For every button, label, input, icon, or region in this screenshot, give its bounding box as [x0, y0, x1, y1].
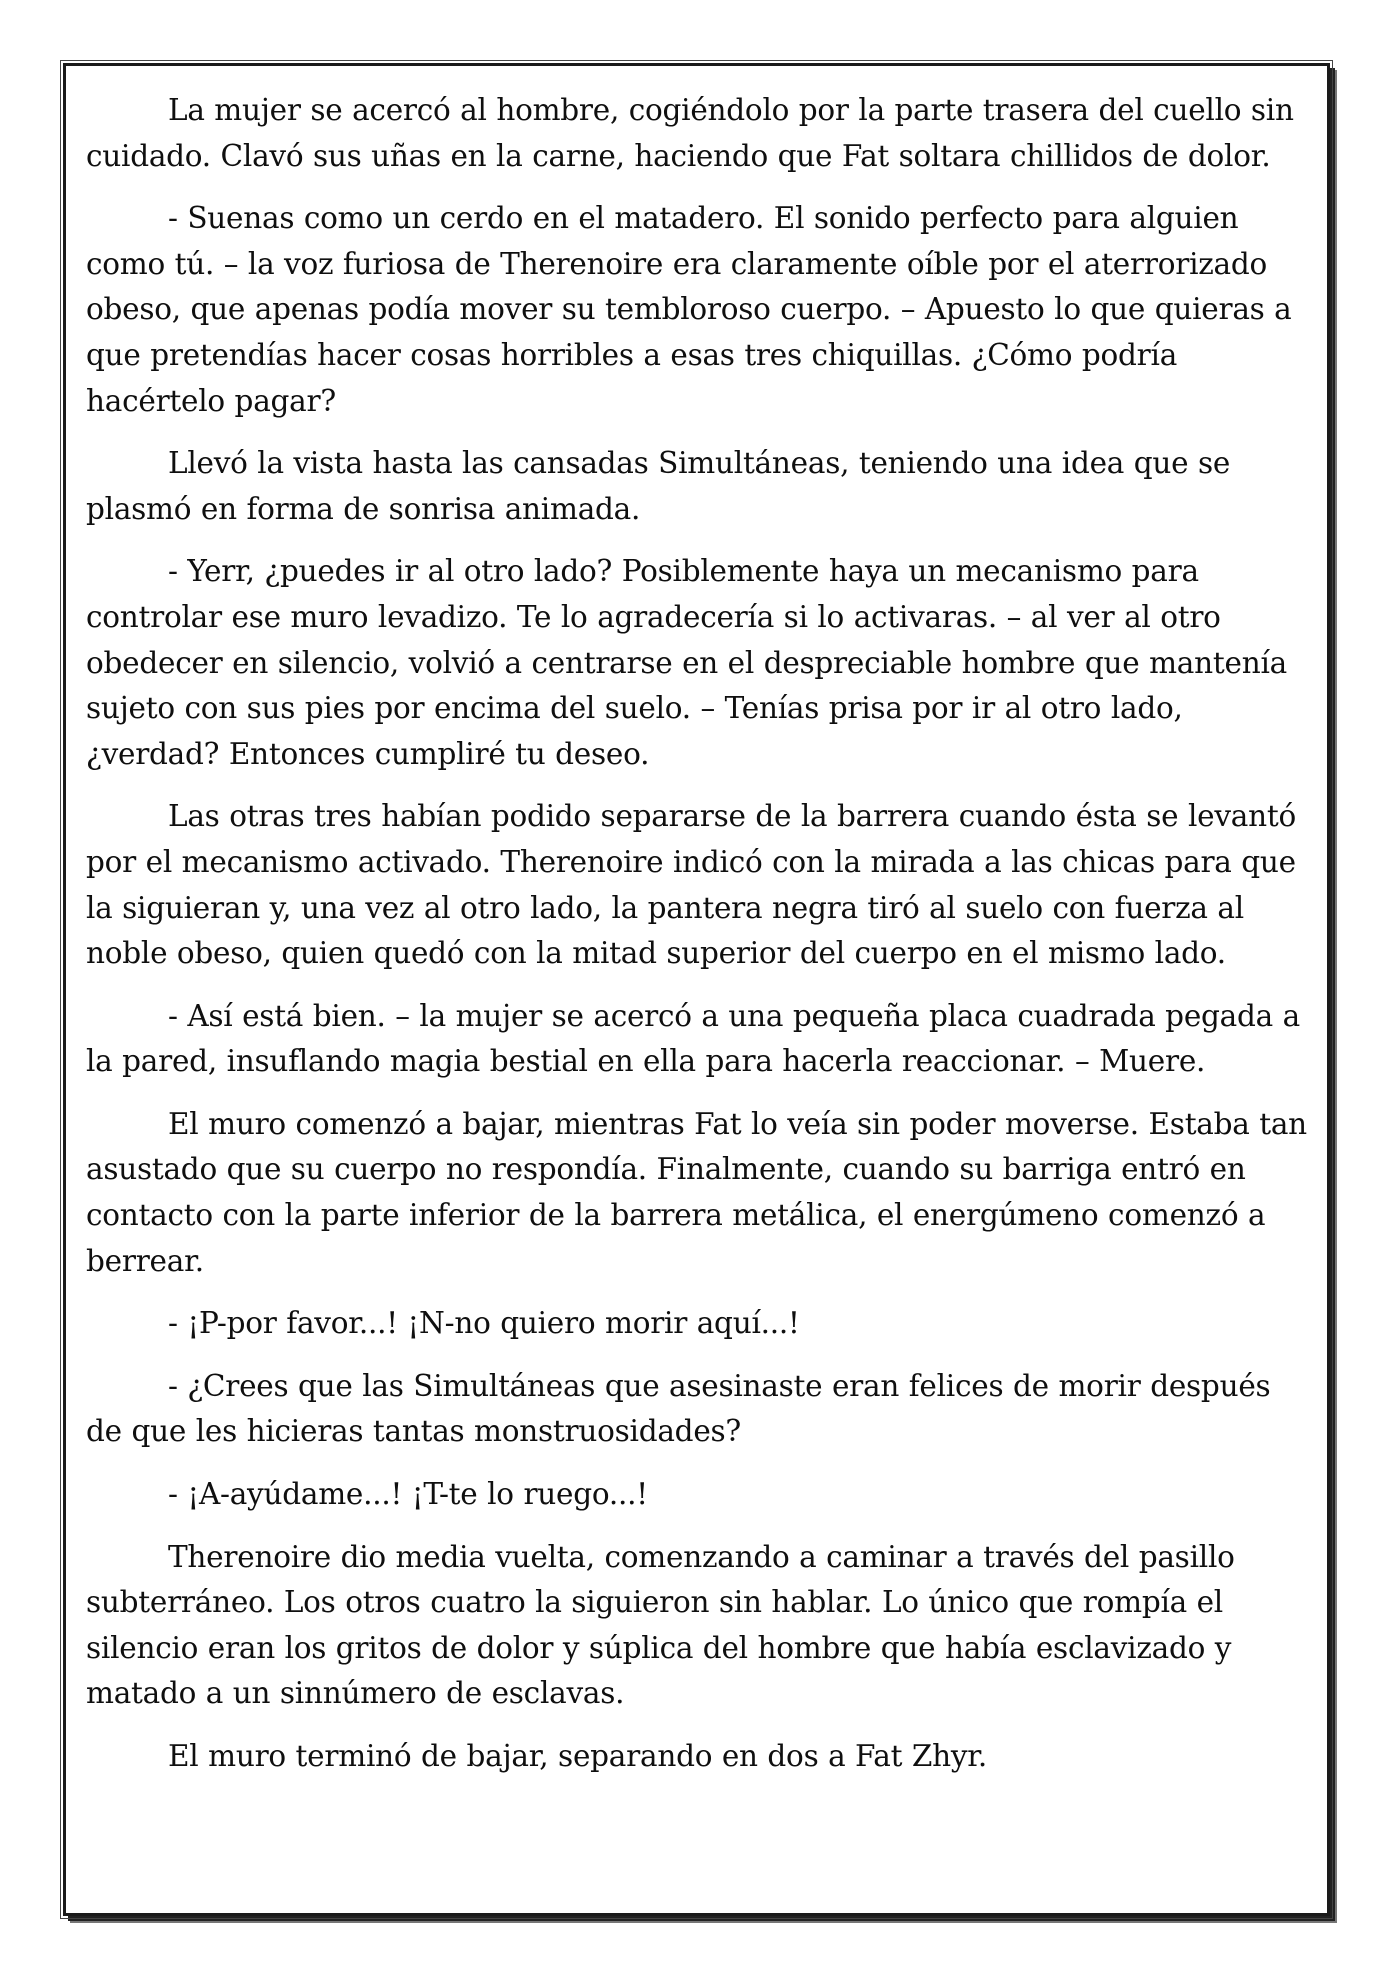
paragraph: - Así está bien. – la mujer se acercó a una pequeña placa cuadrada pegada a la pared, insuflando magia bestial en ella para hacerla reaccionar. – Muere. [86, 998, 1300, 1079]
paragraph: - ¡A-ayúdame...! ¡T-te lo ruego...! [168, 1477, 648, 1512]
paragraph: Las otras tres habían podido separarse de la barrera cuando ésta se levantó por el mecanismo activado. Therenoire indicó con la mirada a las chicas para que la siguieran y, una vez al otro lado, la pantera negra tiró al suelo con fuerza al noble obeso, quien quedó con la mitad superior del cuerpo en el mismo lado. [86, 799, 1296, 971]
paragraph: - ¿Crees que las Simultáneas que asesinaste eran felices de morir después de que les hicieras tantas monstruosidades? [86, 1368, 1271, 1449]
paragraph: El muro comenzó a bajar, mientras Fat lo veía sin poder moverse. Estaba tan asustado que su cuerpo no respondía. Finalmente, cuando su barriga entró en contacto con la parte inferior de la barrera metálica, el energúmeno comenzó a berrear. [86, 1106, 1307, 1278]
paragraph: El muro terminó de bajar, separando en dos a Fat Zhyr. [168, 1739, 987, 1773]
paragraph: Therenoire dio media vuelta, comenzando a caminar a través del pasillo subterráneo. Los otros cuatro la siguieron sin hablar. Lo único que rompía el silencio eran los gritos de dolor y súplica del hombre que había esclavizado y matado a un sinnúmero de esclavas. [86, 1539, 1235, 1711]
paragraph: Llevó la vista hasta las cansadas Simultáneas, teniendo una idea que se plasmó en forma de sonrisa animada. [86, 446, 1231, 526]
paragraph: La mujer se acercó al hombre, cogiéndolo por la parte trasera del cuello sin cuidado. Clavó sus uñas en la carne, haciendo que Fat soltara chillidos de dolor. [86, 93, 1294, 173]
page-frame [63, 63, 1330, 1916]
paragraph: - ¡P-por favor...! ¡N-no quiero morir aquí...! [168, 1306, 800, 1341]
paragraph: - Suenas como un cerdo en el matadero. El sonido perfecto para alguien como tú. – la voz furiosa de Therenoire era claramente oíble por el aterrorizado obeso, que apenas podía mover su tembloroso cuerpo. – Apuesto lo que quieras a que pretendías hacer cosas horribles a esas tres chiquillas. ¿Cómo podría hacértelo pagar? [86, 201, 1292, 418]
paragraph: - Yerr, ¿puedes ir al otro lado? Posiblemente haya un mecanismo para controlar ese muro levadizo. Te lo agradecería si lo activaras. – al ver al otro obedecer en silencio, volvió a centrarse en el despreciable hombre que mantenía sujeto con sus pies por encima del suelo. – Tenías prisa por ir al otro lado, ¿verdad? Entonces cumpliré tu deseo. [86, 554, 1287, 771]
text-body [86, 88, 1314, 1797]
